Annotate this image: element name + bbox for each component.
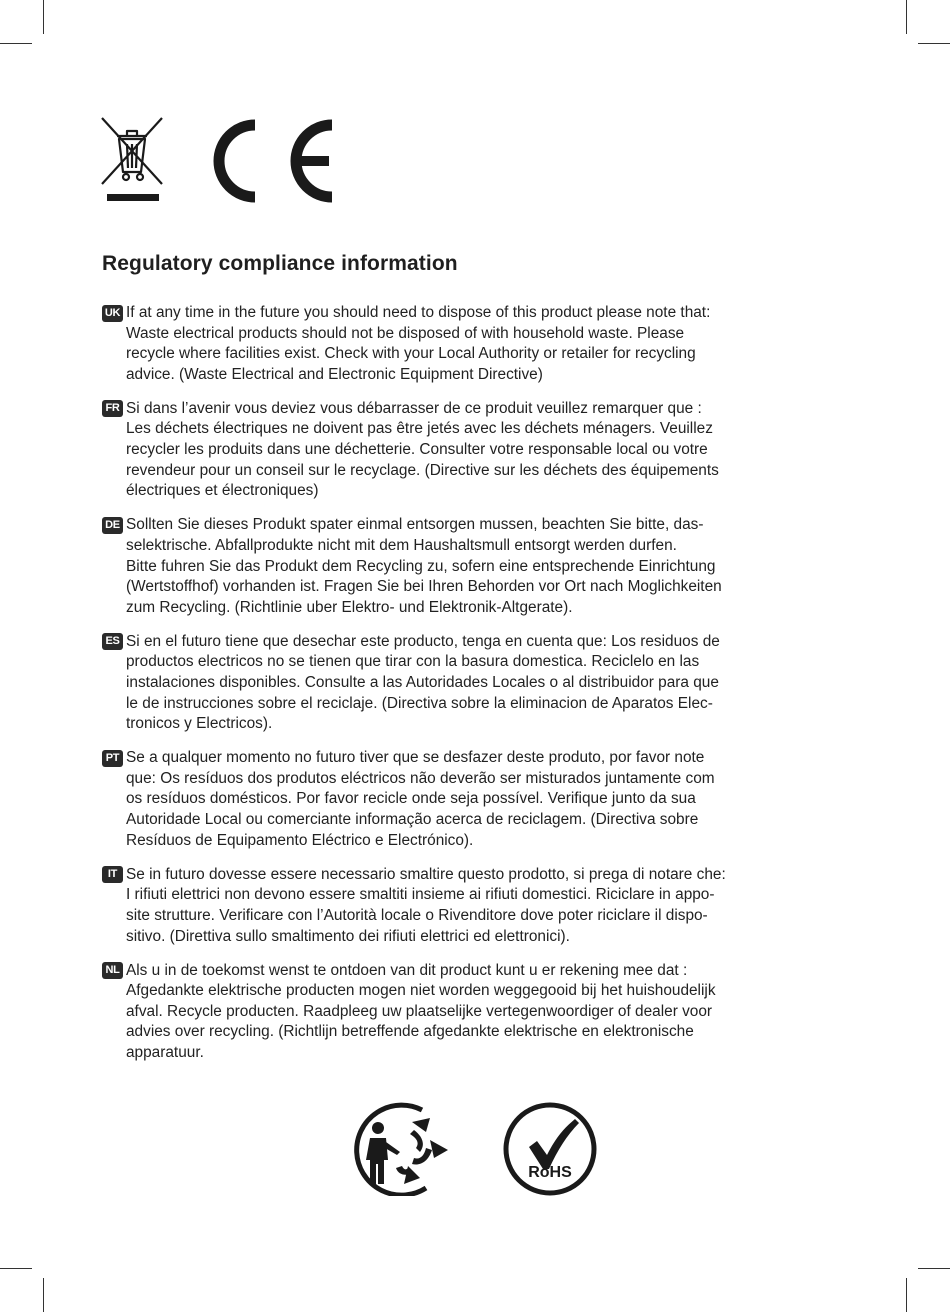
- section-text-line: site strutture. Verificare con l’Autorità locale o Rivenditore dove poter riciclare il dispo-: [126, 906, 708, 924]
- section-text-line: le de instrucciones sobre el reciclaje. (Directiva sobre la eliminacion de Aparatos Elec-: [126, 694, 713, 712]
- language-badge: UK: [102, 305, 123, 322]
- section-text-line: Waste electrical products should not be disposed of with household waste. Please: [126, 324, 685, 342]
- language-badge: IT: [102, 866, 123, 883]
- section-text-line: recycle where facilities exist. Check with your Local Authority or retailer for recycling: [126, 345, 696, 363]
- crop-mark: [906, 1278, 907, 1312]
- rohs-label: RoHS: [528, 1164, 572, 1181]
- section-text-line: I rifiuti elettrici non devono essere smaltiti insieme ai rifiuti domestici. Riciclare in appo-: [126, 886, 715, 904]
- crop-mark: [906, 0, 907, 34]
- compliance-sections: [102, 303, 862, 1077]
- section-text-line: advice. (Waste Electrical and Electronic Equipment Directive): [126, 365, 543, 383]
- section-es: [102, 632, 862, 735]
- language-badge: FR: [102, 400, 123, 417]
- section-text-line: Si dans l’avenir vous deviez vous débarrasser de ce produit veuillez remarquer que :: [126, 399, 702, 417]
- section-text-line: électriques et électroniques): [126, 482, 319, 500]
- section-uk: [102, 303, 862, 385]
- section-pt: [102, 748, 862, 851]
- section-text-line: If at any time in the future you should need to dispose of this product please note that:: [126, 304, 711, 321]
- section-text-line: Se a qualquer momento no futuro tiver que se desfazer deste produto, por favor note: [126, 749, 705, 767]
- page-title: Regulatory compliance information: [102, 252, 458, 275]
- section-text-line: tronicos y Electricos).: [126, 715, 273, 733]
- section-text-line: Afgedankte elektrische producten mogen niet worden weggegooid bij het huishoudelijk: [126, 982, 716, 1000]
- section-text-line: Autoridade Local ou comerciante informação acerca de reciclagem. (Directiva sobre: [126, 811, 699, 829]
- section-text-line: Resíduos de Equipamento Eléctrico e Electrónico).: [126, 831, 474, 849]
- section-text-line: apparatuur.: [126, 1044, 204, 1061]
- section-text-line: productos electricos no se tienen que tirar con la basura domestica. Reciclelo en las: [126, 653, 700, 671]
- section-text-line: Als u in de toekomst wenst te ontdoen van dit product kunt u er rekening mee dat :: [126, 961, 688, 979]
- crop-mark: [918, 1268, 950, 1269]
- section-text-line: Bitte fuhren Sie das Produkt dem Recycling zu, sofern eine entsprechende Einrichtung: [126, 557, 716, 575]
- section-text-line: afval. Recycle producten. Raadpleeg uw plaatselijke vertegenwoordiger of dealer voor: [126, 1002, 713, 1020]
- language-badge: DE: [102, 517, 123, 534]
- language-badge: ES: [102, 633, 123, 650]
- crop-mark: [918, 43, 950, 44]
- crop-mark: [0, 1268, 32, 1269]
- rohs-check-icon: [501, 1101, 599, 1197]
- section-text-line: advies over recycling. (Richtlijn betreffende afgedankte elektrische en elektronische: [126, 1023, 694, 1041]
- section-text-line: revendeur pour un conseil sur le recyclage. (Directive sur les déchets des équipements: [126, 461, 719, 479]
- section-text-line: que: Os resíduos dos produtos eléctricos não deverão ser misturados juntamente com: [126, 769, 715, 787]
- section-de: [102, 515, 862, 618]
- section-text-line: os resíduos domésticos. Por favor recicle onde seja possível. Verifique junto da sua: [126, 790, 696, 808]
- section-text-line: (Wertstoffhof) vorhanden ist. Fragen Sie bei Ihren Behorden vor Ort nach Moglichkeiten: [126, 578, 722, 596]
- section-nl: [102, 961, 862, 1064]
- crop-mark: [43, 0, 44, 34]
- section-text-line: selektrische. Abfallprodukte nicht mit dem Haushaltsmull entsorgt werden durfen.: [126, 536, 677, 554]
- section-text-line: Les déchets électriques ne doivent pas être jetés avec les déchets ménagers. Veuillez: [126, 420, 713, 438]
- ce-mark-icon: [205, 115, 340, 207]
- section-text-line: instalaciones disponibles. Consulte a las Autoridades Locales o al distribuidor para que: [126, 674, 719, 691]
- weee-crossed-bin-icon: [100, 116, 164, 206]
- section-it: [102, 865, 862, 947]
- section-text-line: sitivo. (Direttiva sullo smaltimento dei rifiuti elettrici ed elettronici).: [126, 927, 570, 945]
- section-text-line: Si en el futuro tiene que desechar este producto, tenga en cuenta que: Los residuos de: [126, 632, 720, 650]
- language-badge: PT: [102, 750, 123, 767]
- section-text-line: recycler les produits dans une déchetterie. Consulter votre responsable local ou votre: [126, 441, 708, 459]
- language-badge: NL: [102, 962, 123, 979]
- triman-recycling-icon: [350, 1100, 452, 1196]
- section-text-line: Se in futuro dovesse essere necessario smaltire questo prodotto, si prega di notare che:: [126, 865, 726, 883]
- crop-mark: [0, 43, 32, 44]
- section-text-line: zum Recycling. (Richtlinie uber Elektro- und Elektronik-Altgerate).: [126, 598, 573, 616]
- section-fr: [102, 399, 862, 502]
- section-text-line: Sollten Sie dieses Produkt spater einmal entsorgen mussen, beachten Sie bitte, das-: [126, 516, 704, 534]
- crop-mark: [43, 1278, 44, 1312]
